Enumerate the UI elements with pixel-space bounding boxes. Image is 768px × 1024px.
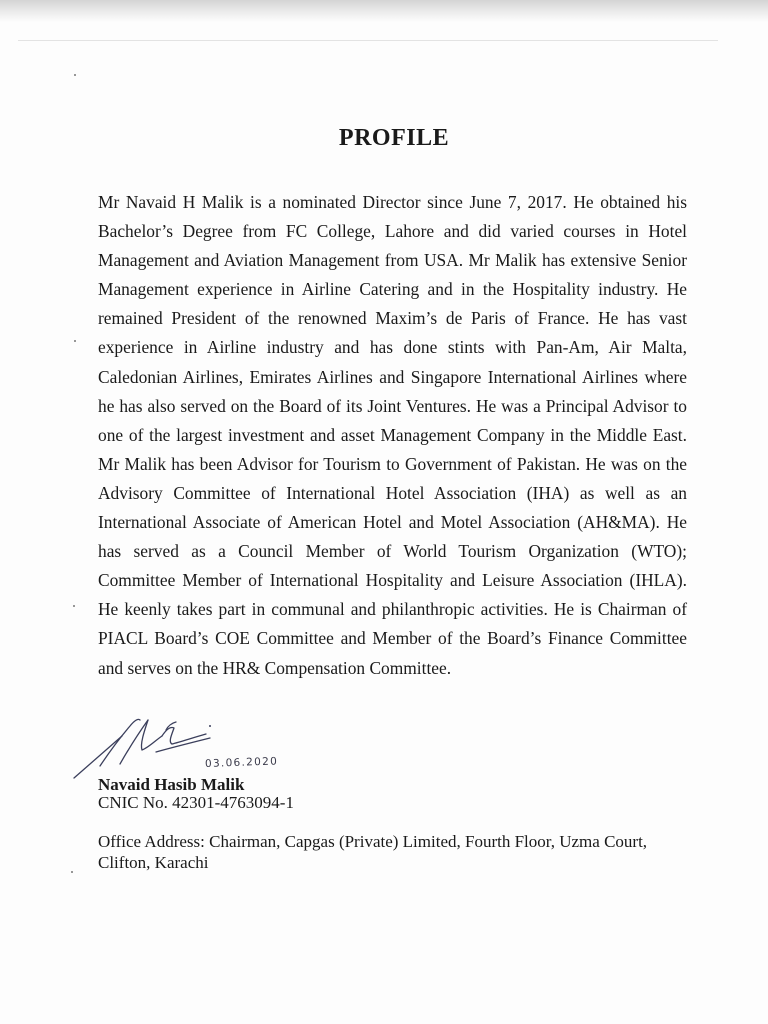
scan-speck: [71, 871, 73, 873]
scan-speck: [73, 605, 75, 607]
scan-speck: [74, 74, 76, 76]
cnic-number: CNIC No. 42301-4763094-1: [98, 793, 294, 812]
page-title: PROFILE: [338, 125, 450, 151]
scan-edge-line: [18, 40, 718, 41]
scan-speck: [74, 340, 76, 342]
signature-date: 03.06.2020: [204, 755, 279, 770]
office-address: Office Address: Chairman, Capgas (Private) Limited, Fourth Floor, Uzma Court, Clifton, Karachi: [98, 832, 648, 872]
signatory-name: Navaid Hasib Malik: [98, 775, 245, 794]
profile-biography: Mr Navaid H Malik is a nominated Director since June 7, 2017. He obtained his Bachelor’s Degree from FC College, Lahore and did varied courses in Hotel Management and Aviation Management from USA. Mr Malik has extensive Senior Management experience in Airline Catering and in the Hospitality industry. He remained President of the renowned Maxim’s de Paris of France. He has vast experience in Airline industry and has done stints with Pan-Am, Air Malta, Caledonian Airlines, Emirates Airlines and Singapore International Airlines where he has also served on the Board of its Joint Ventures. He was a Principal Advisor to one of the largest investment and asset Management Company in the Middle East. Mr Malik has been Advisor for Tourism to Government of Pakistan. He was on the Advisory Committee of International Hotel Association (IHA) as well as an International Associate of American Hotel and Motel Association (AH&MA). He has served as a Council Member of World Tourism Organization (WTO); Committee Member of International Hospitality and Leisure Association (IHLA). He keenly takes part in communal and philanthropic activities. He is Chairman of PIACL Board’s COE Committee and Member of the Board’s Finance Committee and serves on the HR& Compensation Committee.: [98, 192, 687, 678]
handwritten-signature: [70, 706, 230, 786]
scan-top-shadow: [0, 0, 768, 22]
